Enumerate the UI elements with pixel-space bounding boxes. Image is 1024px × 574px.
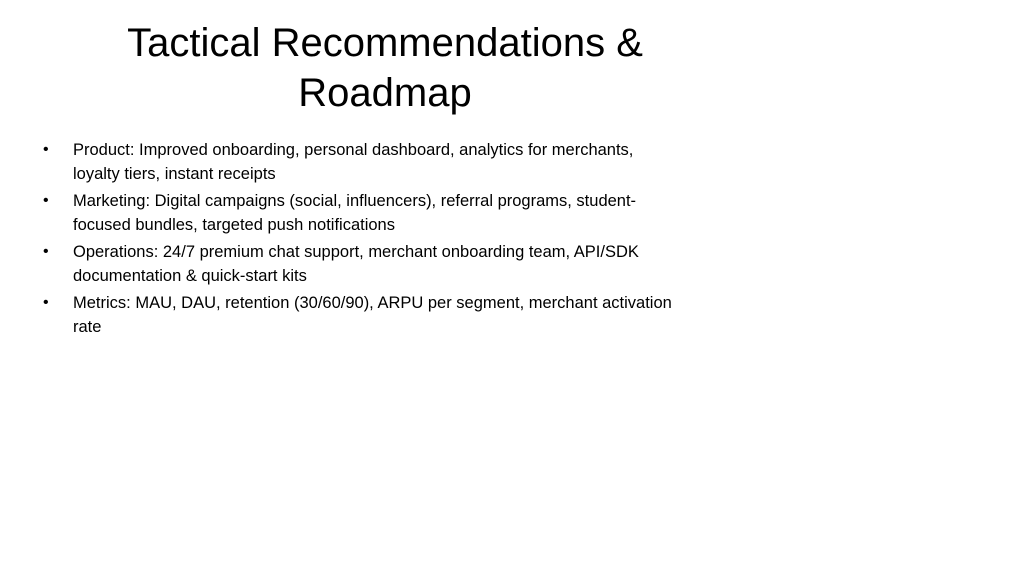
bullet-dot-icon: • [43, 192, 49, 209]
bullet-text-line1: Operations: 24/7 premium chat support, merchant onboarding team, API/SDK [73, 243, 639, 261]
bullet-text-line2: focused bundles, targeted push notifications [73, 216, 395, 234]
bullet-item-product [40, 138, 740, 186]
slide-title-line2: Roadmap [298, 71, 472, 115]
bullet-dot-icon: • [43, 294, 49, 311]
slide-title-line1: Tactical Recommendations & [127, 21, 643, 65]
bullet-text-line1: Marketing: Digital campaigns (social, influencers), referral programs, student- [73, 192, 637, 210]
slide-title [60, 18, 710, 118]
bullet-item-metrics [40, 291, 740, 339]
bullet-dot-icon: • [43, 243, 49, 260]
bullet-text-line2: documentation & quick-start kits [73, 267, 307, 285]
bullet-text-line1: Metrics: MAU, DAU, retention (30/60/90), ARPU per segment, merchant activation [73, 294, 672, 312]
bullet-dot-icon: • [43, 141, 49, 158]
bullet-text-line2: rate [73, 318, 102, 336]
bullet-item-marketing [40, 189, 740, 237]
bullet-item-operations [40, 240, 740, 288]
bullet-list [40, 138, 740, 342]
bullet-text-line1: Product: Improved onboarding, personal dashboard, analytics for merchants, [73, 141, 634, 159]
bullet-text-line2: loyalty tiers, instant receipts [73, 165, 276, 183]
